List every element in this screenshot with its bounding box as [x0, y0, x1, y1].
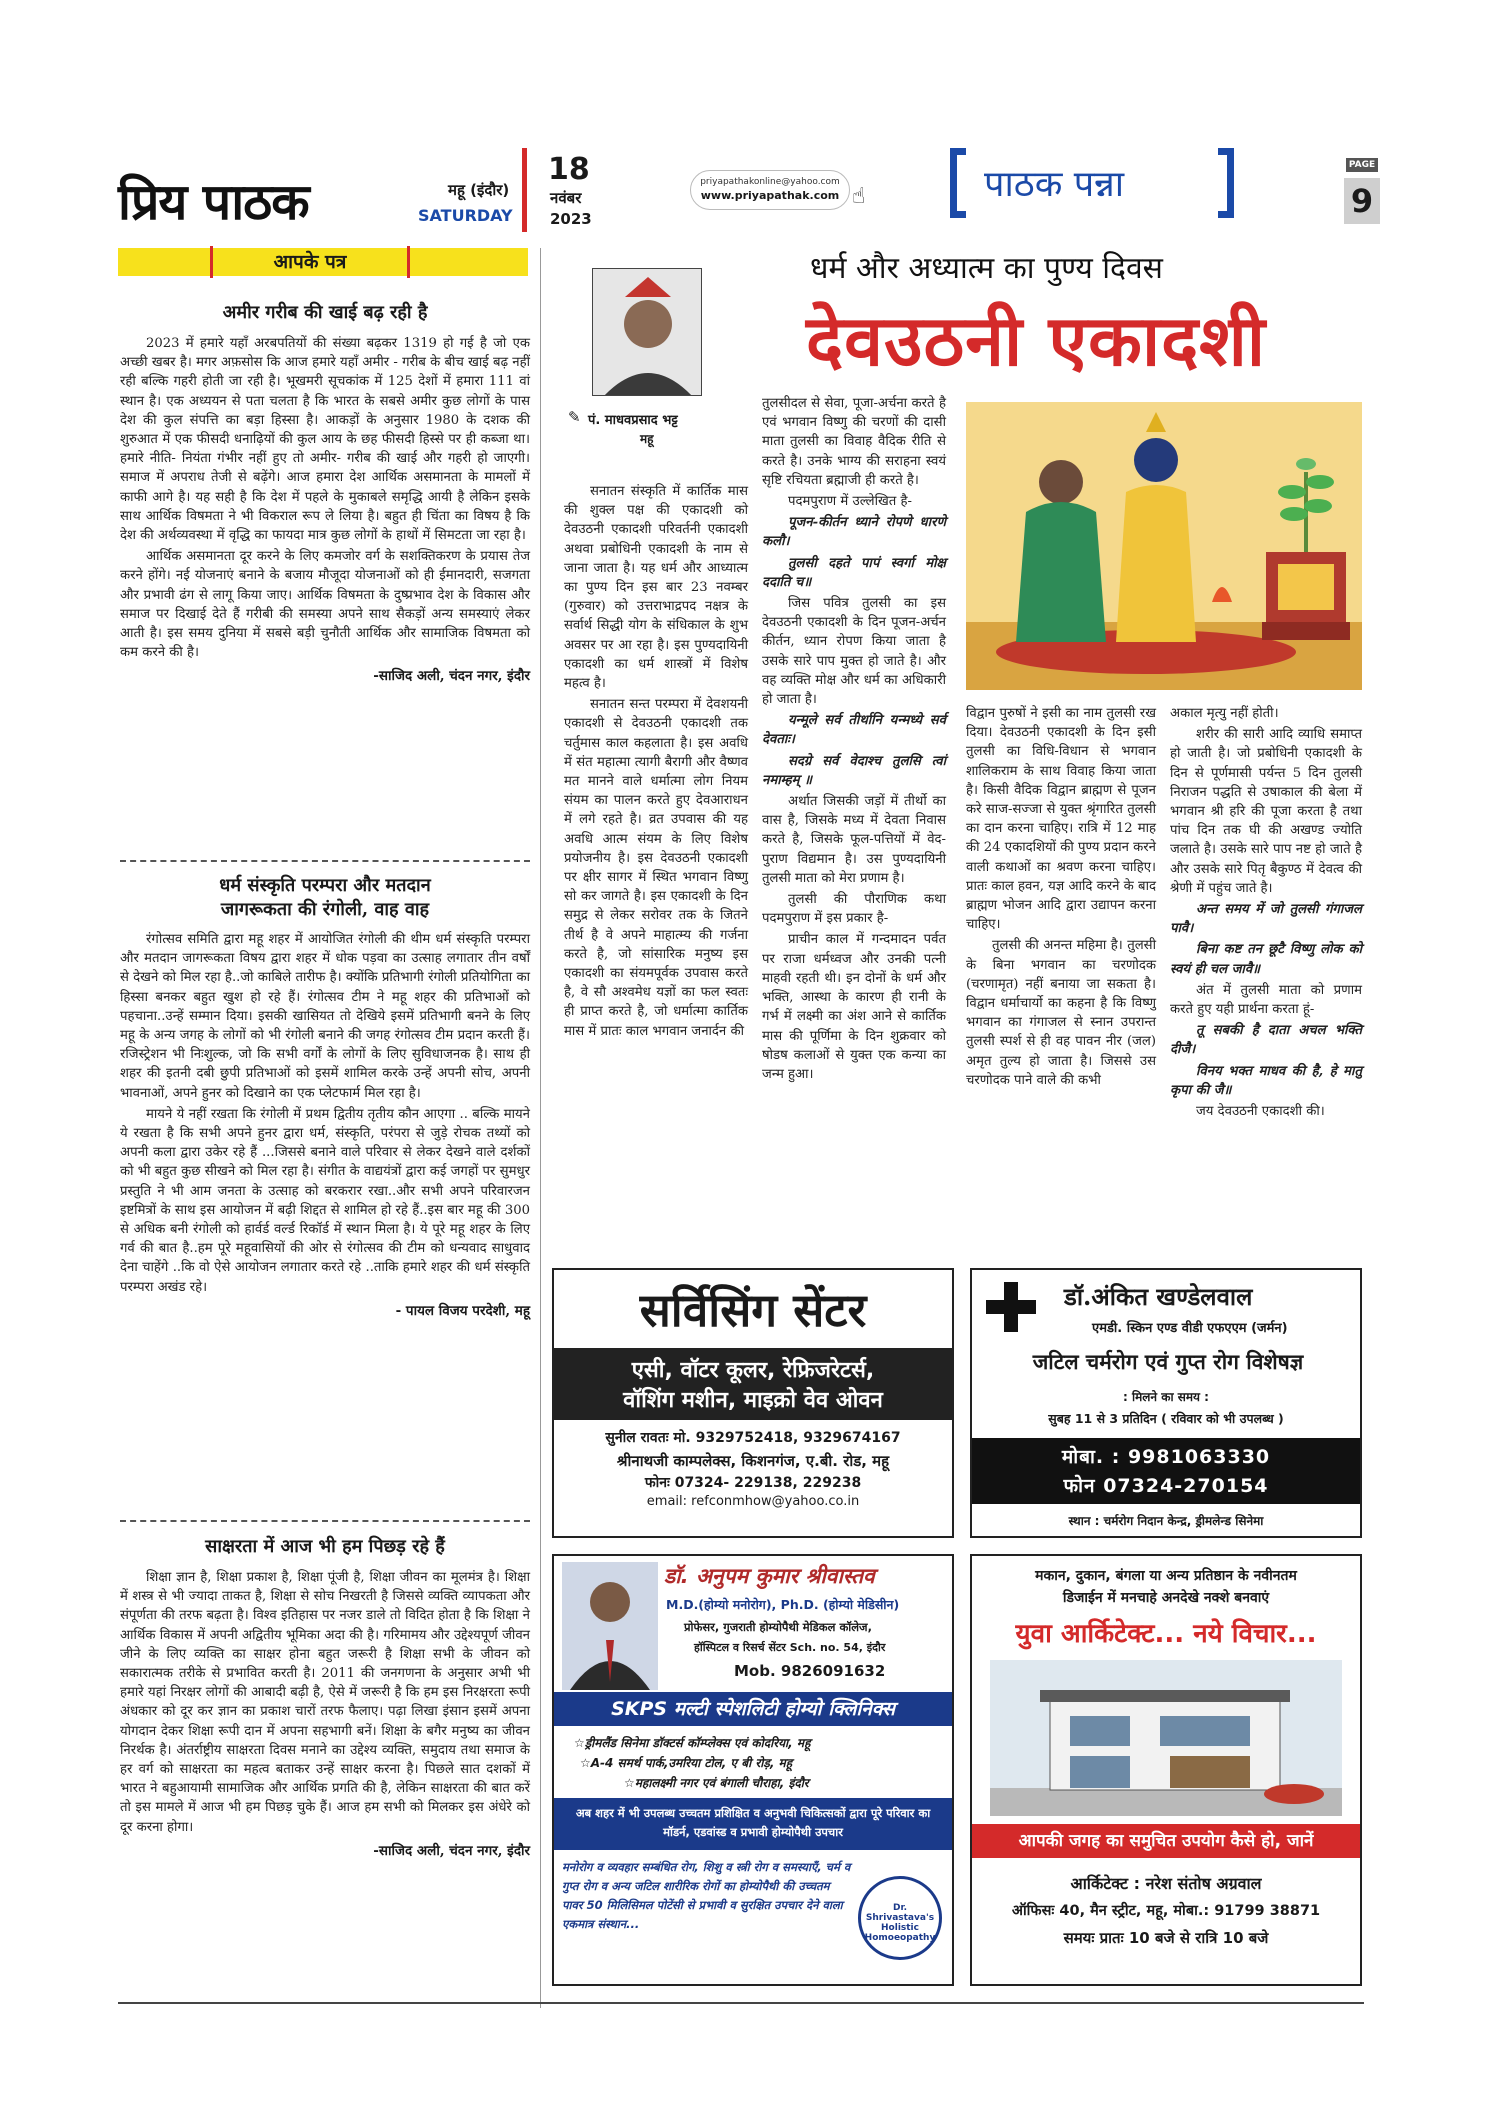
doctor-portrait-icon [562, 1562, 658, 1690]
paragraph: अंत में तुलसी माता को प्रणाम करते हुए यही प्रार्थना करता हूं- [1170, 982, 1362, 1018]
ad-homeo-addr2: ☆A-4 समर्थ पार्क,उमरिया टोल, ए बी रोड़, महू [580, 1756, 793, 1770]
section-bracket-right [1218, 148, 1234, 218]
ad-homeo-addr1: ☆ड्रीमलैंड सिनेमा डॉक्टर्स कॉम्प्लेक्स एवं कोदरिया, महू [574, 1736, 811, 1750]
feature-col-2 [762, 394, 946, 1086]
feature-col-1 [564, 482, 748, 1043]
author-box [560, 264, 736, 450]
masthead-divider [522, 148, 527, 232]
ad-homeo-addr3: ☆महालक्ष्मी नगर एवं बंगाली चौराहा, इंदौर [624, 1776, 809, 1790]
ad-homeo-bottom: मनोरोग व व्यवहार सम्बंधित रोग, शिशु व स्त्री रोग व समस्याएँ, चर्म व गुप्त रोग व अन्य जटिल शारीरिक रोगों का होम्योपैथी की उच्चतम पावर 50 मिलिसिमल पोटेंसी से प्रभावी व सुरक्षित उपचार देने वाला एकमात्र संस्थान... [562, 1860, 851, 1931]
ad-service-line2: वॉशिंग मशीन, माइक्रो वेव ओवन [623, 1388, 883, 1413]
ad-skin-doctor[interactable] [970, 1268, 1362, 1538]
author-photo [592, 268, 702, 396]
verse: पूजन-कीर्तन ध्याने रोपणे धारणे कलौ। [762, 515, 946, 550]
paragraph: जिस पवित्र तुलसी का इस देवउठनी एकादशी के दिन पूजन-अर्चन कीर्तन, ध्यान रोपण किया जाता है उसके सारे पाप मुक्त हो जाते है। और वह व्यक्ति मोक्ष और धर्म का अधिकारी हो जाता है। [762, 596, 946, 708]
contact-badge [690, 170, 850, 210]
ad-architect[interactable] [970, 1554, 1362, 1986]
paragraph: सनातन सन्त परम्परा में देवशयनी एकादशी से देवउठनी एकादशी तक चर्तुमास काल कहलाता है। इस अवधि में संत महात्मा त्यागी बैरागी और वैष्णव मत मानने वाले धर्मात्मा लोग नियम संयम का पालन करते हुए देवआराधन में लगे रहते है। व्रत उपवास की यह अवधि आत्म संयम के लिए विशेष प्रयोजनीय है। इस देवउठनी एकादशी पर क्षीर सागर में स्थित भगवान विष्णु सो कर जागते है। इस एकादशी के दिन समुद्र से लेकर सरोवर तक के जितने तीर्थ है वे अपने माहात्म्य की गर्जना करते है, जो सांसारिक मनुष्य इस एकादशी का संयमपूर्वक उपवास करते है, वे सौ अश्वमेध यज्ञों का फल स्वतः ही प्राप्त करते है, जो धर्मात्मा कार्तिक मास में प्रातः काल भगवान जनार्दन की [564, 697, 748, 1039]
paragraph: तुलसी की अनन्त महिमा है। तुलसी के बिना भगवान का चरणोदक (चरणामृत) नहीं बनाया जा सकता है। विद्वान धर्माचार्यो का कहना है कि विष्णु भगवान का गंगाजल से स्नान उपरान्त तुलसी स्पर्श से ही वह पावन नीर (जल) अमृत तुल्य हो जाता है। जिससे उस चरणोदक पाने वाले की कभी [966, 938, 1156, 1088]
date-number: 18 [548, 152, 590, 187]
ad-homeo-clinic: SKPS मल्टी स्पेशलिटी होम्यो क्लिनिक्स [554, 1692, 952, 1726]
ad-arch-band: आपकी जगह का समुचित उपयोग कैसे हो, जानें [972, 1824, 1360, 1858]
paragraph: शिक्षा ज्ञान है, शिक्षा प्रकाश है, शिक्षा पूंजी है, शिक्षा जीवन का मूलमंत्र है। शिक्षा में शस्त्र से भी ज्यादा ताकत है, शिक्षा से सोच निखरती है जिससे व्यक्ति व्यापकता और संपूर्णता की तरफ बढ़ता है। विश्व इतिहास पर नजर डाले तो विदित होता है कि शिक्षा ने आर्थिक विकास में अपनी अद्वितीय भूमिका अदा की है। गरिमामय और उद्देश्यपूर्ण जीवन जीने के लिए व्यक्ति का साक्षर होना बहुत जरूरी है शिक्षा सभी के जीवन को सकारात्मक तरीके से प्रभावित करती है। 2011 की जनगणना के अनुसार अभी भी हमारे यहां निरक्षर लोगों की आबादी बढ़ी है, ऐसे में जरूरी है कि हम इस निरक्षरता रूपी अंधकार को दूर कर ज्ञान का प्रकाश चारों तरफ फैलाए। पढ़ा लिखा इंसान इसमें अपना योगदान देकर शिक्षा रूपी दान में अपना सहभागी बनें। शिक्षा के बगैर मनुष्य का जीवन निरर्थक है। अंतर्राष्ट्रीय साक्षरता दिवस मनाने का उद्देश्य व्यक्ति, समुदाय तथा समाज के हर वर्ग को साक्षरता का महत्व बताकर उन्हें साक्षर करना है। पिछले सात दशकों में भारत ने बहुआयामी सामाजिक और आर्थिक प्रगति की है, लेकिन साक्षरता की बात करें तो इस मामले में आज भी हम पिछड़ चुके हैं। आज हम सभी को मिलकर इस अंधेरे को दूर करना होगा। [120, 1570, 530, 1835]
letter-1-body [120, 334, 530, 662]
ad-doctor-name: डॉ.अंकित खण्डेलवाल [1064, 1282, 1253, 1311]
paragraph: पदमपुराण में उल्लेखित है- [788, 494, 912, 510]
city: महू (इंदौर) [448, 181, 510, 199]
date-year: 2023 [550, 210, 592, 228]
pen-icon: ✎ [568, 408, 581, 426]
verse: तुलसी दहते पापं स्वर्गा मोक्ष ददाति च॥ [762, 555, 946, 590]
paragraph: जय देवउठनी एकादशी की। [1196, 1104, 1325, 1120]
tulsi-vivah-illustration [966, 402, 1362, 690]
ad-service-fone: फोनः 07324- 229138, 229238 [644, 1475, 862, 1491]
letter-1-sign: -साजिद अली, चंदन नगर, इंदौर [373, 668, 530, 685]
paragraph: सनातन संस्कृति में कार्तिक मास की शुक्ल पक्ष की एकादशी को देवउठनी एकादशी परिवर्तनी एकादशी अथवा प्रबोधिनी एकादशी के नाम से जाना जाता है। यह धर्म और आध्यात्म का पुण्य दिन इस बार 23 नवम्बर (गुरुवार) को उत्तराभाद्रपद नक्षत्र के सर्वार्थ सिद्धी योग के संधिकाल के शुभ अवसर पर आ रहा है। इस पुण्यदायिनी एकादशी का धर्म शास्त्रों में विशेष महत्व है। [564, 484, 748, 692]
letter-2-sign: - पायल विजय परदेशी, महू [395, 1302, 530, 1319]
verse: बिना कष्ट तन छूटै विष्णु लोक को स्वयं ही चल जावै॥ [1170, 942, 1362, 977]
paragraph: अर्थात जिसकी जड़ों में तीर्थो का वास है, जिसके मध्य में देवता निवास करते है, जिसके फूल-पत्तियों में वेद-पुराण विद्यमान है। उस पुण्यदायिनी तुलसी माता को मेरा प्रणाम है। [762, 794, 946, 886]
letter-3-title: साक्षरता में आज भी हम पिछड़ रहे हैं [205, 1536, 445, 1557]
paragraph: मायने ये नहीं रखता कि रंगोली में प्रथम द्वितीय तृतीय कौन आएगा .. बल्कि मायने ये रखता है कि सभी अपने हुनर द्वारा धर्म, संस्कृति, परंपरा से जुड़े रोचक तथ्यों को अपनी कला द्वारा उकेर रहे हैं ...जिससे बनाने वाले परिवार से लेकर देखने वाले दर्शकों को भी बहुत कुछ सीखने को मिल रहा है। संगीत के वाद्ययंत्रों द्वारा कई जगहों पर सुमधुर प्रस्तुति ने भी आम जनता के उत्साह को बरकरार रखा..और सभी अपने परिवारजन इष्टमित्रों के साथ इस आयोजन में बढ़ी शिद्दत से शामिल हो रहे हैं..इस बार महू की 300 से अधिक बनी रंगोली को हार्वर्ड वर्ल्ड रिकॉर्ड में स्थान मिला है। ये पूरे महू शहर के लिए गर्व की बात है..हम पूरे महूवासियों की ओर से रंगोत्सव की टीम को धन्यवाद साधुवाद देना चाहेंगे ..कि वो ऐसे आयोजन लगातार करते रहे ..ताकि हमारे शहर की धर्म संस्कृति परम्परा अखंड रहे। [120, 1106, 530, 1295]
verse: सदग्रे सर्व वेदाश्च तुलसि त्वां नमाम्हम् ॥ [762, 753, 946, 788]
section-bracket-left [950, 148, 966, 218]
ad-service-line1: एसी, वॉटर कूलर, रेफ्रिजरेटर्स, [631, 1358, 875, 1383]
logo: प्रिय पाठक [118, 172, 309, 231]
ad-homeo-seal [858, 1876, 942, 1960]
letter-3 [120, 1534, 530, 1859]
author-name: पं. माधवप्रसाद भट्ट [588, 413, 678, 428]
ad-homeo-hospital: हॉस्पिटल व रिसर्च सेंटर Sch. no. 54, इंदौर [694, 1641, 886, 1654]
paragraph: 2023 में हमारे यहाँ अरबपतियों की संख्या बढ़कर 1319 हो गई है जो एक अच्छी खबर है। मगर अफ़सोस कि आज हमारे यहाँ अमीर - गरीब के बीच खाई बढ़ नहीं रही बल्कि गहरी होती जा रही है। भूखमरी सूचकांक में 125 देशों में हमारा 111 वां स्थान है। एक अध्ययन से पता चलता है कि भारत के सबसे अमीर कुछ लोगों के पास देश की कुल संपत्ति का बड़ा हिस्सा है। आकड़ों के अनुसार 1980 के दशक की शुरुआत में एक फीसदी धनाढ़ियों की कुल आय के छह फीसदी हिस्से पर ही कब्जा था। हमारे नीति- नियंता गंभीर नहीं हुए तो अमीर- गरीब की खाई और गहरी हो जाएगी। समाज में अपराध तेजी से बढ़ेंगे। आज हमारा देश आर्थिक असमानता के मामलों में काफी आगे है। यह सही है कि देश में पहले के मुकाबले समृद्धि आयी है लेकिन इसके साथ आर्थिक विषमता ने भी विकराल रूप ले लिया है। बहुत ही चिंता का विषय है कि देश की अर्थव्यवस्था में वृद्धि का फायदा मात्र कुछ लोगों के हाथों में सिमटता जा रहा है। [120, 336, 530, 544]
divider [120, 860, 530, 862]
ad-arch-top2: डिजाईन में मनचाहे अनदेखे नक्शे बनवाएं [1062, 1590, 1270, 1606]
ad-homeo-seal-text: Dr. Shrivastava's Holistic Homoeopathy [864, 1903, 936, 1943]
paragraph: तुलसी की पौराणिक कथा पदमपुराण में इस प्रकार है- [762, 892, 946, 927]
column-rule [540, 248, 541, 2008]
verse: विनय भक्त माधव की है, हे मातु कृपा की जै॥ [1170, 1063, 1362, 1098]
letter-1-title: अमीर गरीब की खाई बढ़ रही है [222, 302, 428, 323]
section-title: पाठक पन्ना [984, 164, 1125, 205]
ad-doctor-degree: एमडी. स्किन एण्ड वीडी एफएएम (जर्मन) [1092, 1321, 1288, 1336]
page-number: 9 [1344, 178, 1380, 224]
letter-3-sign: -साजिद अली, चंदन नगर, इंदौर [373, 1842, 530, 1859]
ad-service-address: श्रीनाथजी काम्पलेक्स, किशनगंज, ए.बी. रोड, महू [616, 1452, 890, 1470]
page-label: PAGE [1346, 158, 1378, 172]
ad-arch-office: ऑफिसः 40, मैन स्ट्रीट, महू, मोबा.: 91799 38871 [1011, 1903, 1321, 1919]
letter-2-title-line2: जागरूकता की रंगोली, वाह वाह [220, 899, 430, 920]
ad-homeo-name: डॉ. अनुपम कुमार श्रीवास्तव [664, 1564, 875, 1588]
ad-arch-house-image [990, 1660, 1342, 1816]
ad-service-title: सर्विसिंग सेंटर [639, 1283, 867, 1337]
ad-homeo-photo [562, 1562, 658, 1690]
verse: अन्त समय में जो तुलसी गंगाजल पावै। [1170, 902, 1362, 937]
ad-service-band [554, 1348, 952, 1420]
email: priyapathakonline@yahoo.com [700, 177, 840, 187]
letter-2-title-line1: धर्म संस्कृति परम्परा और मतदान [219, 875, 431, 896]
ad-doctor-meet: : मिलने का समय : [1123, 1390, 1209, 1404]
ad-arch-top1: मकान, दुकान, बंगला या अन्य प्रतिष्ठान के नवीनतम [1035, 1568, 1297, 1584]
letter-1 [120, 300, 530, 684]
verse: तू सबकी है दाता अचल भक्ति दीजै। [1170, 1023, 1362, 1058]
author-place: महू [640, 432, 654, 446]
feature-col-4 [1170, 704, 1362, 1123]
paragraph: शरीर की सारी आदि व्याधि समाप्त हो जाती है। जो प्रबोधिनी एकादशी के दिन से पूर्णमासी पर्यन्त 5 दिन तुलसी निराजन पद्धति से उषाकाल की बेला में भगवान श्री हरि की पूजा करता है तथा पांच दिन तक घी की अखण्ड ज्योति जलाते है। उसके सारे पाप नष्ट हो जाते है और उसके सारे पितृ बैकुण्ठ में देवत्व की श्रेणी में पहुंच जाते है। [1170, 727, 1362, 896]
ad-doctor-mobile: मोबा. : 9981063330 [1061, 1446, 1271, 1468]
day: SATURDAY [418, 206, 513, 225]
ad-homeopathy[interactable] [552, 1554, 954, 1986]
ad-doctor-time: सुबह 11 से 3 प्रतिदिन ( रविवार को भी उपलब्ध ) [1048, 1411, 1284, 1426]
feature-col-3 [966, 704, 1156, 1092]
ad-service-phone: सुनील रावतः मो. 9329752418, 9329674167 [605, 1430, 901, 1446]
ad-doctor-place: स्थान : चर्मरोग निदान केन्द्र, ड्रीमलेन्ड सिनेमा [1068, 1514, 1264, 1528]
medical-cross-icon [986, 1282, 1036, 1332]
ad-doctor-phone: फोन 07324-270154 [1063, 1475, 1269, 1497]
ad-homeo-mob: Mob. 9826091632 [734, 1662, 886, 1680]
paragraph: अकाल मृत्यु नहीं होती। [1170, 706, 1279, 721]
ad-doctor-contact-band [972, 1438, 1360, 1504]
ad-servicing-center[interactable] [552, 1268, 954, 1538]
ad-arch-time: समयः प्रातः 10 बजे से रात्रि 10 बजे [1063, 1929, 1269, 1947]
footer-rule [118, 2002, 1364, 2004]
ad-arch-name: आर्किटेक्ट : नरेश संतोष अग्रवाल [1070, 1874, 1262, 1893]
letter-2-title [120, 874, 530, 922]
ad-doctor-spec: जटिल चर्मरोग एवं गुप्त रोग विशेषज्ञ [1032, 1349, 1304, 1374]
ad-homeo-prof: प्रोफेसर, गुजराती होम्योपैथी मेडिकल कॉलेज, [684, 1620, 872, 1634]
ad-homeo-band: अब शहर में भी उपलब्ध उच्चतम प्रशिक्षित व अनुभवी चिकित्सकों द्वारा पूरे परिवार का मॉडर्न, एडवांस्ड व प्रभावी होम्योपैथी उपचार [554, 1798, 952, 1850]
ad-arch-title: युवा आर्किटेक्ट... नये विचार... [1015, 1619, 1317, 1649]
date-month: नवंबर [550, 189, 582, 207]
ad-service-email: email: refconmhow@yahoo.co.in [646, 1494, 860, 1509]
letters-header [210, 246, 410, 278]
letter-3-body [120, 1568, 530, 1837]
letter-2-body [120, 930, 530, 1297]
feature-kicker: धर्म और अध्यात्म का पुण्य दिवस [810, 251, 1163, 286]
tulsi-vivah-icon [966, 402, 1362, 690]
masthead [118, 148, 1380, 232]
house-icon [990, 1660, 1342, 1816]
paragraph: आर्थिक असमानता दूर करने के लिए कमजोर वर्ग के सशक्तिकरण के प्रयास तेज करने होंगे। नई योजनाएं बनाने के बजाय मौजूदा योजनाओं को ही ईमानदारी, सजगता और प्रभावी ढंग से लागू किया जाए। आर्थिक विषमता के दुष्प्रभाव देश के विकास और समाज पर दिखाई देते हैं गरीबी की समस्या अपने साथ सैकड़ों अन्य समस्याएं लेकर आती है। इस समय दुनिया में सबसे बड़ी चुनौती आर्थिक और सामाजिक विषमता को कम करने की है। [120, 549, 530, 661]
divider [120, 1520, 530, 1522]
letter-2 [120, 874, 530, 1319]
letters-header-text: आपके पत्र [273, 251, 347, 273]
ad-homeo-degree: M.D.(होम्यो मनोरोग), Ph.D. (होम्यो मेडिसीन) [666, 1597, 900, 1612]
website[interactable]: www.priyapathak.com [700, 189, 840, 202]
author-portrait-icon [593, 269, 702, 396]
paragraph: तुलसीदल से सेवा, पूजा-अर्चना करते है एवं भगवान विष्णु की चरणों की दासी माता तुलसी का विवाह वैदिक रीति से करते है। उनके भाग्य की सराहना स्वयं सृष्टि रचियता ब्रह्माजी ही करते है। [762, 396, 946, 488]
paragraph: रंगोत्सव समिति द्वारा महू शहर में आयोजित रंगोली की थीम धर्म संस्कृति परम्परा और मतदान जागरूकता विषय द्वारा शहर में धोक पड़वा का उत्साह लगातार तीन वर्षों से देखने को मिल रहा है..जो काबिले तारीफ है। क्योंकि प्रतिभागी रंगोली प्रतियोगिता का हिस्सा बनकर बहुत खुश हो रहे हैं। रंगोत्सव टीम ने महू शहर की प्रतिभाओं को पहचाना..उन्हें सम्मान दिया। इसकी खासियत तो देखिये इसमें प्रतिभागी बनने के लिए महू के अन्य जगह के लोगों को भी रंगोली बनाने की जगह रंगोत्सव टीम प्रदान करती हैं। रजिस्ट्रेशन भी निःशुल्क, जो कि सभी वर्गों के लोगों के लिए सुविधाजनक है। साथ ही शहर की इतनी दबी छुपी प्रतिभाओं को इसमें शामिल करके उन्हें अपनी सोच, अपनी भावनाओं, अपने हुनर को दिखाने का एक प्लेटफार्म मिल रहा है। [120, 932, 530, 1101]
cursor-icon: ☝ [852, 184, 866, 209]
verse: यन्मूले सर्व तीर्थानि यन्मध्ये सर्व देवताः। [762, 713, 946, 748]
paragraph: प्राचीन काल में गन्दमादन पर्वत पर राजा धर्मध्वज और उनकी पत्नी माहवी रहती थी। इन दोनों के धर्म और भक्ति, आस्था के कारण ही रानी के गर्भ में लक्ष्मी का अंश आने से कार्तिक मास की पूर्णिमा के दिन शुक्रवार को षोडष कलाओं से युक्त एक कन्या का जन्म हुआ। [762, 932, 946, 1082]
paragraph: विद्वान पुरुषों ने इसी का नाम तुलसी रख दिया। देवउठनी एकादशी के दिन इसी तुलसी का विधि-विधान से भगवान शालिकराम के साथ विवाह किया जाता है। किसी वैदिक विद्वान ब्राह्मण से पूजन करे साज-सज्जा से युक्त श्रृंगारित तुलसी का दान करना चाहिए। रात्रि में 12 माह की 24 एकादशियों की पुण्य प्रदान करने वाली कथाओं का श्रवण करना चाहिए। प्रातः काल हवन, यज्ञ आदि करने के बाद ब्राह्मण भोजन आदि द्वारा उद्यापन करना चाहिए। [966, 706, 1156, 933]
feature-headline: देवउठनी एकादशी [806, 300, 1266, 382]
